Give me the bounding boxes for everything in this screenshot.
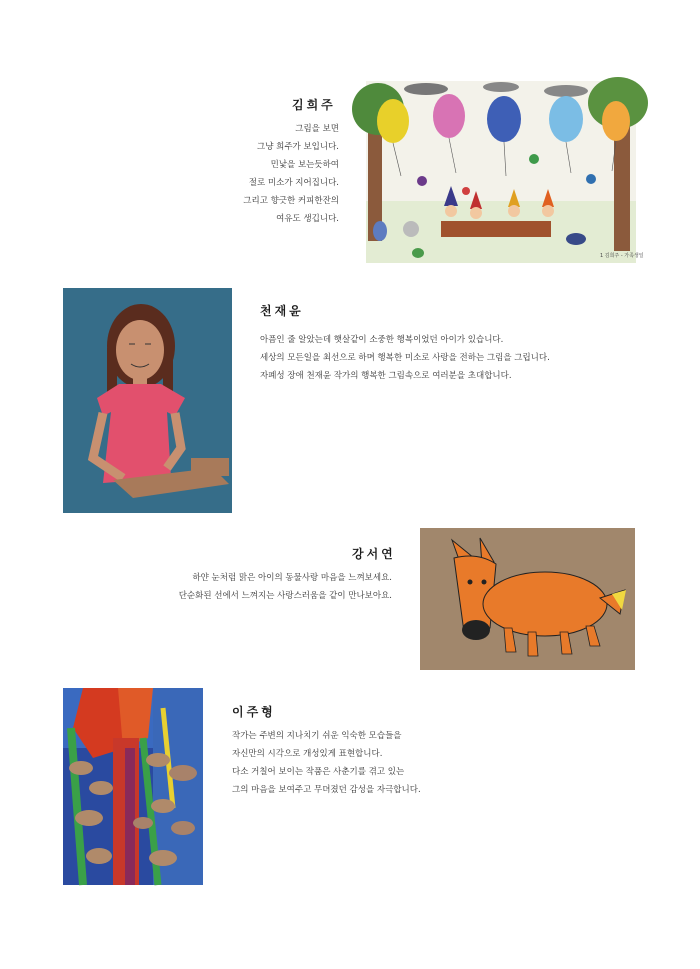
description-line: 여유도 생깁니다.: [276, 214, 339, 224]
description-line: 아픔인 줄 알았는데 햇살같이 소중한 행복이었던 아이가 있습니다.: [260, 335, 504, 345]
description-line: 민낯을 보는듯하여: [270, 160, 339, 170]
description-line: 절로 미소가 지어집니다.: [248, 178, 339, 188]
artwork-birthday-party: [366, 81, 644, 263]
description-line: 단순화된 선에서 느껴지는 사랑스러움을 같이 만나보아요.: [178, 591, 392, 601]
artist-name-lee-juhyeong: 이주형: [232, 705, 276, 719]
artist-description-lee-juhyeong: [232, 727, 421, 799]
description-line: 세상의 모든일을 최선으로 하며 행복한 미소로 사랑을 전하는 그림을 그립니다.: [260, 353, 550, 363]
artist-name-cheon-jaeyun: 천재윤: [260, 304, 304, 318]
artwork-caption: 1 김희주 - 가족생일: [600, 253, 644, 259]
description-line: 자신만의 시각으로 개성있게 표현합니다.: [232, 749, 383, 759]
artwork-girl-portrait: [63, 288, 232, 513]
description-line: 자폐성 장애 천재윤 작가의 행복한 그림속으로 여러분을 초대합니다.: [260, 371, 512, 381]
artist-name-kang-seoyeon: 강서연: [352, 547, 396, 561]
description-line: 그림을 보면: [295, 124, 339, 134]
description-line: 그의 마음을 보여주고 무뎌졌던 감성을 자극합니다.: [232, 785, 421, 795]
artist-name-kim-heeju: 김희주: [292, 98, 336, 112]
description-line: 하얀 눈처럼 맑은 아이의 동물사랑 마음을 느껴보세요.: [192, 573, 392, 583]
description-line: 그리고 향긋한 커피한잔의: [243, 196, 339, 206]
artist-description-kim-heeju: [243, 120, 339, 228]
artwork-abstract-tree: [63, 688, 203, 885]
description-line: 작가는 주변의 지나치기 쉬운 익숙한 모습들을: [232, 731, 402, 741]
artist-description-kang-seoyeon: [179, 569, 392, 605]
artwork-orange-fox: [420, 528, 635, 670]
description-line: 그냥 희주가 보입니다.: [256, 142, 339, 152]
description-line: 다소 거칠어 보이는 작품은 사춘기를 겪고 있는: [232, 767, 405, 777]
artist-description-cheon-jaeyun: [260, 331, 550, 385]
